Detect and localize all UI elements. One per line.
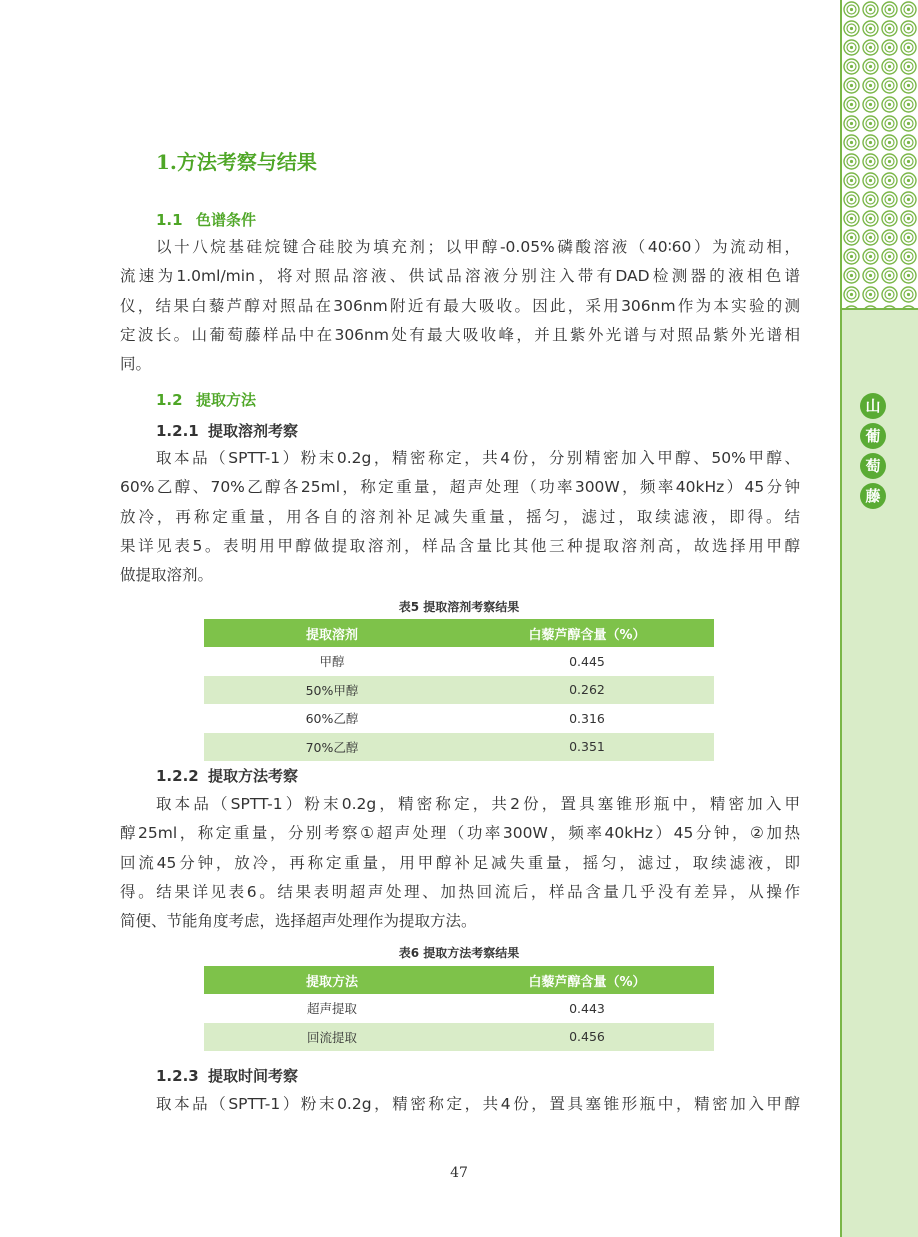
subsection-heading-1-1	[156, 209, 256, 230]
table-header-cell: 提取溶剂	[204, 619, 460, 647]
paragraph-time	[120, 1090, 800, 1119]
paragraph-line: 简便、节能角度考虑，选择超声处理作为提取方法。	[120, 912, 477, 931]
paragraph-line: 放冷，再称定重量，用各自的溶剂补足减失重量，摇匀，滤过，取续滤液，即得。结	[120, 507, 800, 526]
paragraph-line: 取本品（SPTT-1）粉末0.2g，精密称定，共4份，分别精密加入甲醇、50%甲醇、	[156, 449, 800, 467]
subsection-title: 提取方法考察	[208, 767, 299, 785]
section-heading: 1.方法考察与结果	[156, 150, 317, 174]
subsection-number: 1.2.3	[156, 1067, 199, 1085]
page-number: 47	[450, 1165, 468, 1181]
subsection-number: 1.1	[156, 211, 183, 229]
paragraph-line: 流速为1.0ml/min，将对照品溶液、供试品溶液分别注入带有DAD检测器的液相色谱	[120, 267, 800, 286]
table-row	[204, 994, 714, 1023]
table-cell: 甲醇	[319, 654, 345, 670]
subsection-number: 1.2.1	[156, 422, 199, 440]
subsection-heading-1-2-2	[156, 765, 298, 786]
paragraph-line: 60%乙醇、70%乙醇各25ml，称定重量，超声处理（功率300W，频率40kHz）45分钟	[120, 478, 800, 497]
subsection-title: 提取时间考察	[208, 1067, 299, 1085]
table-cell: 0.351	[460, 733, 714, 762]
table-cell: 超声提取	[306, 1001, 357, 1017]
table-cell: 50%甲醇	[204, 676, 460, 705]
side-title-char: 藤	[860, 483, 886, 509]
table-header-cell: 白藜芦醇含量（%）	[460, 619, 714, 647]
table-row	[204, 676, 714, 705]
side-band-divider	[842, 308, 918, 310]
paragraph-line: 定波长。山葡萄藤样品中在306nm处有最大吸收峰，并且紫外光谱与对照品紫外光谱相	[120, 325, 800, 344]
table-row	[204, 1023, 714, 1052]
table-cell: 70%乙醇	[204, 733, 460, 762]
subsection-title: 提取方法	[196, 391, 257, 409]
paragraph-line: 果详见表5。表明用甲醇做提取溶剂，样品含量比其他三种提取溶剂高，故选择用甲醇	[120, 536, 800, 555]
subsection-title: 色谱条件	[196, 211, 257, 229]
table-row	[204, 733, 714, 762]
paragraph-line: 取本品（SPTT-1）粉末0.2g，精密称定，共2份，置具塞锥形瓶中，精密加入甲	[156, 795, 800, 813]
table-cell: 0.445	[569, 653, 605, 669]
paragraph-line: 回流45分钟，放冷，再称定重量，用甲醇补足减失重量，摇匀，滤过，取续滤液，即	[120, 853, 800, 872]
table-header-row	[204, 966, 714, 994]
paragraph-chromatography	[120, 233, 800, 379]
table-header-cell: 提取方法	[204, 966, 460, 994]
subsection-heading-1-2	[156, 389, 256, 410]
paragraph-line: 得。结果详见表6。结果表明超声处理、加热回流后，样品含量几乎没有差异，从操作	[120, 882, 800, 901]
table-solvent-results	[204, 619, 714, 761]
table-row	[204, 647, 714, 676]
subsection-number: 1.2	[156, 391, 183, 409]
table-cell: 回流提取	[204, 1023, 460, 1052]
table-cell: 60%乙醇	[305, 711, 359, 727]
subsection-title: 提取溶剂考察	[208, 422, 299, 440]
paragraph-solvent	[120, 444, 800, 590]
side-title-char: 萄	[860, 453, 886, 479]
subsection-heading-1-2-3	[156, 1065, 298, 1086]
side-title-char: 葡	[860, 423, 886, 449]
side-title-char: 山	[860, 393, 886, 419]
paragraph-line: 取本品（SPTT-1）粉末0.2g，精密称定，共4份，置具塞锥形瓶中，精密加入甲醇	[156, 1095, 800, 1113]
table-cell: 0.443	[569, 1000, 605, 1016]
table-caption: 表6 提取方法考察结果	[398, 946, 520, 960]
paragraph-line: 醇25ml，称定重量，分别考察①超声处理（功率300W，频率40kHz）45分钟，②加热	[120, 824, 800, 843]
table-header-row	[204, 619, 714, 647]
side-title	[860, 393, 888, 513]
table-cell: 0.456	[460, 1023, 714, 1052]
paragraph-method	[120, 790, 800, 936]
cloud-pattern-decoration	[842, 0, 918, 308]
subsection-number: 1.2.2	[156, 767, 199, 785]
table-row	[204, 704, 714, 733]
table-header-cell: 白藜芦醇含量（%）	[460, 966, 714, 994]
table-caption: 表5 提取溶剂考察结果	[398, 600, 520, 614]
table-method-results	[204, 966, 714, 1051]
paragraph-line: 仪，结果白藜芦醇对照品在306nm附近有最大吸收。因此，采用306nm作为本实验的测	[120, 296, 800, 315]
paragraph-line: 同。	[120, 355, 152, 374]
paragraph-line: 做提取溶剂。	[120, 566, 214, 585]
table-cell: 0.262	[460, 676, 714, 705]
table-cell: 0.316	[569, 710, 605, 726]
subsection-heading-1-2-1	[156, 420, 298, 441]
paragraph-line: 以十八烷基硅烷键合硅胶为填充剂；以甲醇-0.05%磷酸溶液（40∶60）为流动相，	[156, 238, 800, 256]
